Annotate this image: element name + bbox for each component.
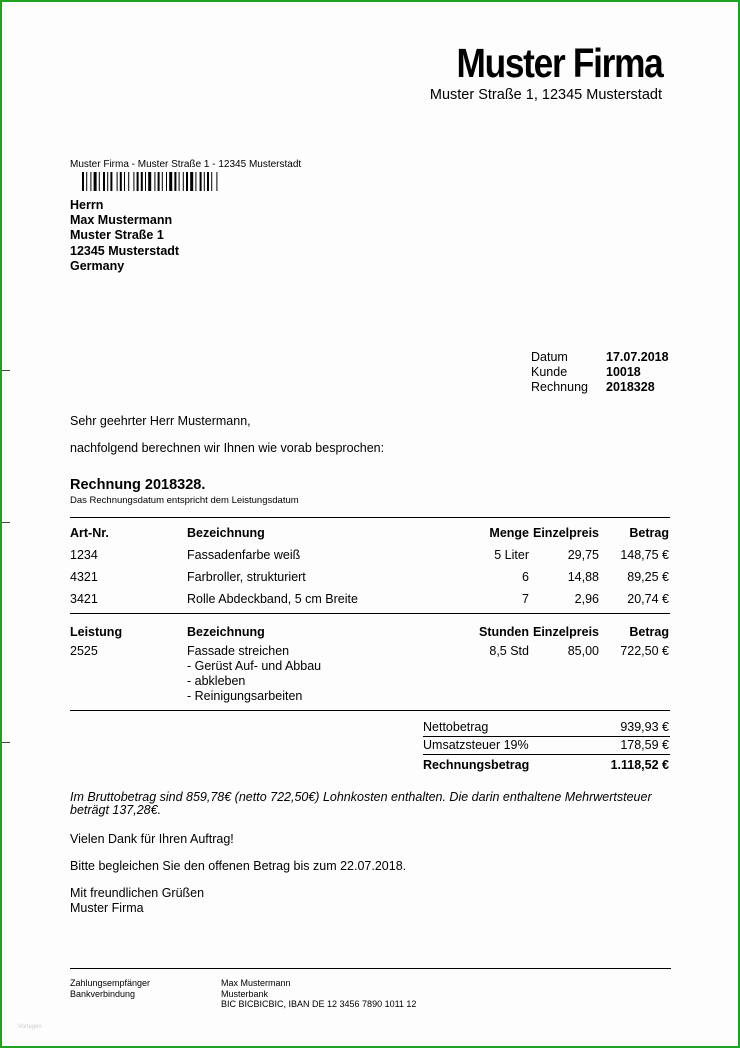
service-row-amount: 722,50 € [620, 644, 669, 658]
service-row-desc [187, 644, 321, 704]
barcode-bar [166, 172, 167, 191]
payment-line: Bitte begleichen Sie den offenen Betrag bis zum 22.07.2018. [70, 859, 407, 873]
barcode-bar [190, 172, 193, 191]
barcode-bar [148, 172, 151, 191]
sender-line: Muster Firma - Muster Straße 1 - 12345 Musterstadt [70, 159, 302, 170]
barcode-bar [107, 172, 108, 191]
service-row-hours: 8,5 Std [489, 644, 529, 658]
footer-labels [70, 978, 150, 999]
signature: Muster Firma [70, 901, 144, 915]
recipient-city: 12345 Musterstadt [70, 243, 180, 258]
tax-label: Umsatzsteuer 19% [423, 738, 529, 752]
barcode-bar [183, 172, 184, 191]
barcode-bar [158, 172, 160, 191]
table-row-qty: 6 [522, 570, 529, 584]
thanks-line: Vielen Dank für Ihren Auftrag! [70, 832, 234, 846]
col-header-amount: Betrag [629, 625, 669, 639]
customer-label: Kunde [531, 365, 568, 379]
table-row-amount: 148,75 € [620, 548, 669, 562]
col-header-unit-price: Einzelpreis [533, 625, 599, 639]
col-header-amount: Betrag [629, 526, 669, 540]
totals-rule [423, 736, 670, 737]
recipient-address [70, 198, 179, 274]
gross-value: 1.118,52 € [610, 758, 669, 772]
table-row-desc: Farbroller, strukturiert [187, 570, 306, 584]
table-row-unit: 29,75 [567, 548, 599, 562]
recipient-country: Germany [70, 258, 125, 273]
service-row-unit: 85,00 [567, 644, 599, 658]
regards: Mit freundlichen Grüßen [70, 886, 205, 900]
footer-rule [70, 968, 671, 969]
barcode-bar [204, 172, 205, 191]
footer-value: Musterbank [221, 988, 269, 999]
barcode-bar [186, 172, 188, 191]
service-desc-line: - Gerüst Auf- und Abbau [187, 659, 322, 673]
table-row-unit: 2,96 [574, 592, 599, 606]
footer-bank-details [221, 978, 416, 1010]
invoice-value: 2018328 [606, 380, 655, 394]
date-label: Datum [531, 350, 568, 364]
barcode-bar [211, 172, 212, 191]
table-row-nr: 3421 [70, 592, 98, 606]
note-line: beträgt 137,28€. [70, 803, 162, 817]
barcode-bar [145, 172, 146, 191]
service-desc-line: Fassade streichen [187, 644, 290, 658]
col-header-description: Bezeichnung [187, 625, 265, 639]
footer-label: Bankverbindung [70, 988, 136, 999]
barcode-bar [110, 172, 112, 191]
service-row-nr: 2525 [70, 644, 98, 658]
table-row-qty: 7 [522, 592, 529, 606]
table-row-nr: 4321 [70, 570, 98, 584]
footer-label: Zahlungsempfänger [70, 978, 151, 988]
barcode-bar [174, 172, 176, 191]
invoice-label: Rechnung [531, 380, 588, 394]
table-top-rule [70, 517, 670, 518]
labor-cost-note [70, 791, 652, 817]
footer-value: BIC BICBICBIC, IBAN DE 12 3456 7890 1011 12 [221, 999, 417, 1009]
barcode-bar [133, 172, 134, 191]
fold-mark [2, 370, 10, 371]
tax-value: 178,59 € [620, 738, 669, 752]
recipient-salutation: Herrn [70, 198, 104, 212]
company-address: Muster Straße 1, 12345 Musterstadt [429, 87, 662, 103]
intro-line: nachfolgend berechnen wir Ihnen wie vorab besprochen: [70, 441, 385, 455]
watermark: Vorlagen [18, 1024, 42, 1030]
barcode [82, 172, 238, 191]
service-desc-line: - abkleben [187, 674, 246, 688]
table-row-nr: 1234 [70, 548, 98, 562]
fold-mark [2, 742, 10, 743]
regards-block [70, 886, 204, 916]
date-value: 17.07.2018 [606, 350, 669, 364]
invoice-title: Rechnung 2018328. [70, 477, 206, 493]
barcode-bar [120, 172, 122, 191]
table-mid-rule [70, 613, 670, 614]
gross-label: Rechnungsbetrag [423, 758, 530, 772]
table-row-amount: 89,25 € [627, 570, 669, 584]
barcode-bar [154, 172, 155, 191]
customer-value: 10018 [606, 365, 641, 379]
recipient-street: Muster Straße 1 [70, 228, 164, 243]
table-row-amount: 20,74 € [627, 592, 669, 606]
salutation: Sehr geehrter Herr Mustermann, [70, 414, 251, 428]
table-row-qty: 5 Liter [494, 548, 529, 562]
barcode-bar [124, 172, 125, 191]
barcode-bar [86, 172, 87, 191]
barcode-bar [162, 172, 163, 191]
barcode-bar [117, 172, 118, 191]
table-bottom-rule [70, 710, 670, 711]
table-row-desc: Fassadenfarbe weiß [187, 548, 301, 562]
invoice-meta [531, 350, 669, 395]
table-row-unit: 14,88 [567, 570, 599, 584]
table-row-desc: Rolle Abdeckband, 5 cm Breite [187, 592, 358, 606]
col-header-description: Bezeichnung [187, 526, 265, 540]
barcode-bar [103, 172, 105, 191]
barcode-bar [216, 172, 217, 191]
barcode-bar [179, 172, 180, 191]
col-header-hours: Stunden [479, 625, 529, 639]
col-header-article-nr: Art-Nr. [70, 526, 109, 540]
barcode-bar [200, 172, 202, 191]
recipient-name: Max Mustermann [70, 213, 173, 228]
barcode-bar [195, 172, 196, 191]
barcode-bar [90, 172, 91, 191]
barcode-bar [169, 172, 172, 191]
barcode-bar [94, 172, 97, 191]
service-desc-line: - Reinigungsarbeiten [187, 689, 303, 703]
fold-mark [2, 522, 10, 523]
company-name: Muster Firma [456, 40, 662, 86]
barcode-bar [207, 172, 209, 191]
net-value: 939,93 € [620, 720, 669, 734]
barcode-bar [82, 172, 84, 191]
invoice-subtitle: Das Rechnungsdatum entspricht dem Leistungsdatum [70, 495, 299, 506]
net-label: Nettobetrag [423, 720, 489, 734]
totals-rule [423, 754, 670, 755]
col-header-unit-price: Einzelpreis [533, 526, 599, 540]
barcode-bar [137, 172, 139, 191]
col-header-quantity: Menge [489, 526, 529, 540]
barcode-bar [99, 172, 100, 191]
note-line: Im Bruttobetrag sind 859,78€ (netto 722,50€) Lohnkosten enthalten. Die darin enthaltene Mehrwertsteuer [70, 790, 652, 804]
col-header-service: Leistung [70, 625, 123, 639]
barcode-bar [141, 172, 143, 191]
barcode-bar [128, 172, 129, 191]
footer-value: Max Mustermann [221, 978, 291, 988]
